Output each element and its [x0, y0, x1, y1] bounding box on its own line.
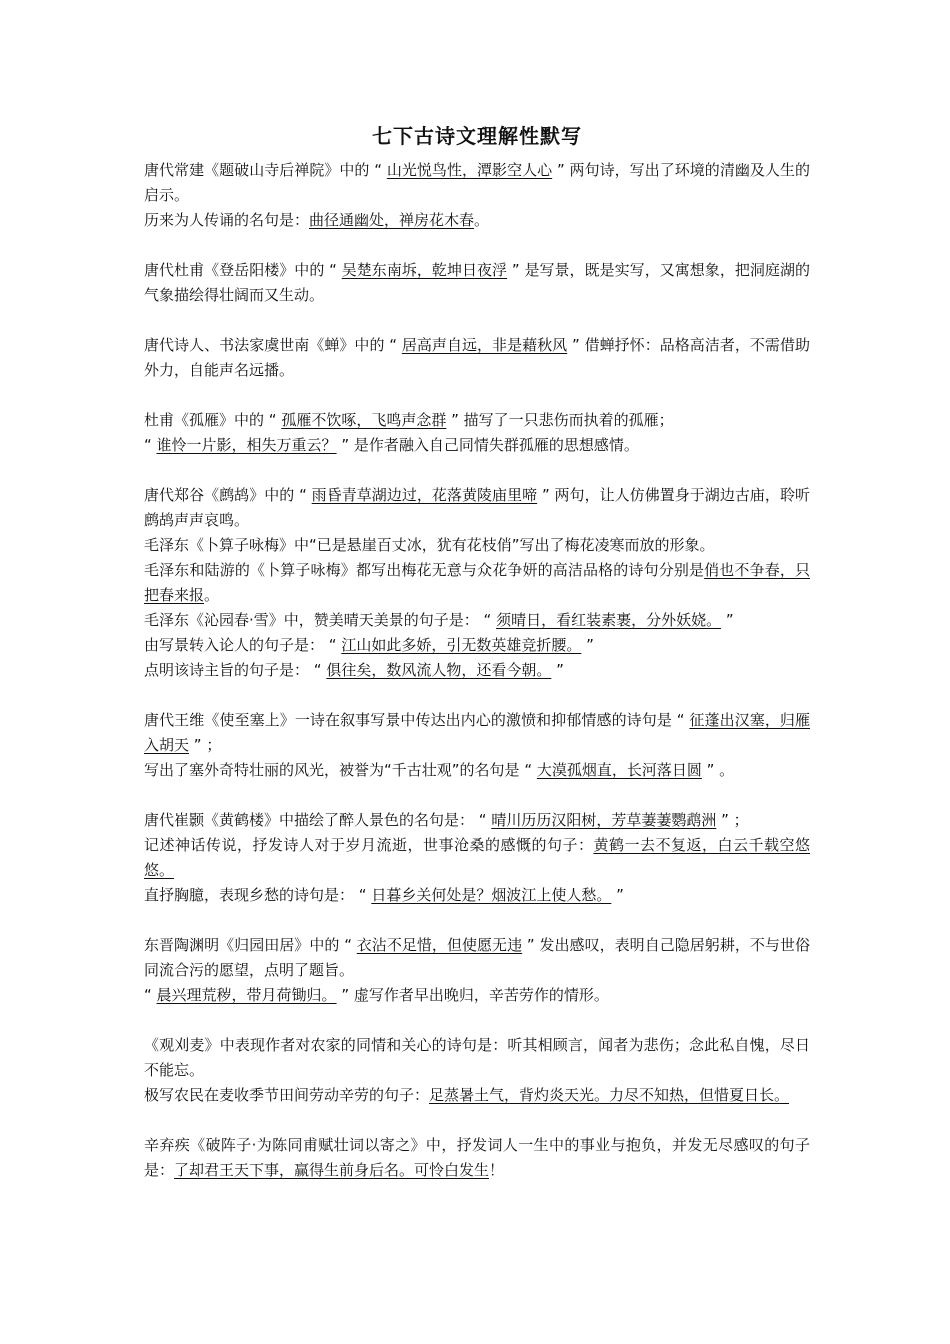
question-text: 唐代王维《使至塞上》一诗在叙事写景中传达出内心的激愤和抑郁情感的诗句是 “ [144, 711, 690, 729]
paragraph [144, 333, 810, 383]
answer-text: 山光悦鸟性，潭影空人心 [386, 161, 553, 179]
paragraph [144, 158, 810, 208]
paragraph [144, 558, 810, 608]
answer-text: 征蓬出汉塞，归雁入胡天 [144, 711, 810, 754]
answer-text: 俱往矣，数风流人物，还看今朝。 [326, 661, 552, 679]
question-text: 唐代杜甫《登岳阳楼》中的 “ [144, 261, 342, 279]
answer-text: 雨昏青草湖边过，花落黄陵庙里啼 [311, 486, 538, 504]
question-text: 《观刈麦》中表现作者对农家的同情和关心的诗句是：听其相顾言，闻者为悲伤；念此私自愧，尽日不能忘。 [144, 1036, 810, 1079]
answer-text: 日暮乡关何处是？烟波江上使人愁。 [371, 886, 612, 904]
question-text: 历来为人传诵的名句是： [144, 211, 310, 229]
question-text: ” ； [189, 736, 222, 754]
answer-text: 俏也不争春，只把春来报 [144, 561, 810, 604]
paragraph [144, 633, 810, 658]
paragraph [144, 408, 810, 433]
question-text: ” [611, 886, 624, 904]
answer-text: 大漠孤烟直，长河落日圆 [536, 761, 702, 779]
question-text: ” 虚写作者早出晚归，辛苦劳作的情形。 [336, 986, 609, 1004]
paragraph-gap [144, 383, 810, 408]
answer-text: 了却君王天下事，赢得生前身后名。可怜白发生 [174, 1161, 490, 1179]
paragraph [144, 658, 810, 683]
paragraph-gap [144, 458, 810, 483]
paragraph-gap [144, 908, 810, 933]
question-text: ” 描写了一只悲伤而执着的孤雁； [446, 411, 674, 429]
question-text: ” 。 [701, 761, 735, 779]
answer-text: 晨兴理荒秽，带月荷锄归。 [156, 986, 337, 1004]
question-text: 。 [204, 586, 220, 604]
answer-text: 孤雁不饮啄，飞鸣声念群 [281, 411, 447, 429]
paragraph-gap [144, 1108, 810, 1133]
question-text: 直抒胸臆，表现乡愁的诗句是： “ [144, 886, 372, 904]
answer-text: 衣沾不足惜，但使愿无违 [356, 936, 523, 954]
paragraph [144, 883, 810, 908]
question-text: ” 发出感叹，表明自己隐居躬耕，不与世俗同流合污的愿望，点明了题旨。 [144, 936, 810, 979]
paragraph [144, 808, 810, 833]
question-text: 毛泽东《卜算子咏梅》中“已是悬崖百丈冰，犹有花枝俏”写出了梅花凌寒而放的形象。 [144, 536, 715, 554]
question-text: 毛泽东和陆游的《卜算子咏梅》都写出梅花无意与众花争妍的高洁品格的诗句分别是 [144, 561, 705, 579]
paragraph [144, 983, 810, 1008]
paragraph-gap [144, 308, 810, 333]
answer-text: 须晴日，看红装素裹，分外妖娆。 [496, 611, 722, 629]
question-text: ” 两句，让人仿佛置身于湖边古庙，聆听鹧鸪声声哀鸣。 [144, 486, 810, 529]
paragraph [144, 1133, 810, 1183]
paragraph [144, 708, 810, 758]
paragraph [144, 208, 810, 233]
paragraph-gap [144, 683, 810, 708]
answer-text: 足蒸暑土气，背灼炎天光。力尽不知热，但惜夏日长。 [429, 1086, 790, 1104]
paragraph [144, 758, 810, 783]
answer-text: 黄鹤一去不复返，白云千载空悠悠。 [144, 836, 810, 879]
document-page [144, 120, 810, 1183]
answer-text: 吴楚东南坼，乾坤日夜浮 [341, 261, 508, 279]
paragraph [144, 833, 810, 883]
paragraph [144, 433, 810, 458]
question-text: ” 是写景，既是实写，又寓想象，把洞庭湖的气象描绘得壮阔而又生动。 [144, 261, 810, 304]
paragraph [144, 258, 810, 308]
paragraph [144, 483, 810, 533]
question-text: 极写农民在麦收季节田间劳动辛劳的句子： [144, 1086, 430, 1104]
answer-text: 曲径通幽处，禅房花木春 [309, 211, 475, 229]
question-text: 唐代郑谷《鹧鸪》中的 “ [144, 486, 312, 504]
question-text: ” [551, 661, 564, 679]
paragraph [144, 533, 810, 558]
question-text: 毛泽东《沁园春·雪》中，赞美晴天美景的句子是： “ [144, 611, 497, 629]
answer-text: 江山如此多娇，引无数英雄竞折腰。 [341, 636, 582, 654]
question-text: 东晋陶渊明《归园田居》中的 “ [144, 936, 357, 954]
question-text: ” [721, 611, 734, 629]
question-text: 。 [474, 211, 490, 229]
paragraph [144, 933, 810, 983]
question-text: 唐代崔颢《黄鹤楼》中描绘了醉人景色的名句是： “ [144, 811, 492, 829]
question-text: ” [581, 636, 594, 654]
paragraph [144, 1083, 810, 1108]
paragraph-gap [144, 233, 810, 258]
question-text: 杜甫《孤雁》中的 “ [144, 411, 282, 429]
question-text: 由写景转入论人的句子是： “ [144, 636, 342, 654]
question-text: ！ [489, 1161, 505, 1179]
question-text: “ [144, 436, 157, 454]
question-text: 写出了塞外奇特壮丽的风光，被誉为“千古壮观”的名句是 “ [144, 761, 537, 779]
question-text: 唐代诗人、书法家虞世南《蝉》中的 “ [144, 336, 402, 354]
answer-text: 晴川历历汉阳树，芳草萋萋鹦鹉洲 [491, 811, 717, 829]
paragraph-gap [144, 1008, 810, 1033]
answer-text: 居高声自远，非是藉秋风 [401, 336, 568, 354]
question-text: 辛弃疾《破阵子·为陈同甫赋壮词以寄之》中，抒发词人一生中的事业与抱负，并发无尽感叹的句子是： [144, 1136, 810, 1179]
answer-text: 谁怜一片影，相失万重云？ [156, 436, 337, 454]
page-title: 七下古诗文理解性默写 [372, 124, 582, 148]
question-text: ” 两句诗，写出了环境的清幽及人生的启示。 [144, 161, 810, 204]
question-text: ” ； [716, 811, 749, 829]
paragraph [144, 1033, 810, 1083]
question-text: ” 借蝉抒怀：品格高洁者，不需借助外力，自能声名远播。 [144, 336, 810, 379]
paragraph-gap [144, 783, 810, 808]
question-text: 点明该诗主旨的句子是： “ [144, 661, 327, 679]
paragraph [144, 608, 810, 633]
question-text: ” 是作者融入自己同情失群孤雁的思想感情。 [336, 436, 639, 454]
question-text: 唐代常建《题破山寺后禅院》中的 “ [144, 161, 387, 179]
question-text: 记述神话传说，抒发诗人对于岁月流逝，世事沧桑的感慨的句子： [144, 836, 594, 854]
question-text: “ [144, 986, 157, 1004]
document-body [144, 158, 810, 1183]
